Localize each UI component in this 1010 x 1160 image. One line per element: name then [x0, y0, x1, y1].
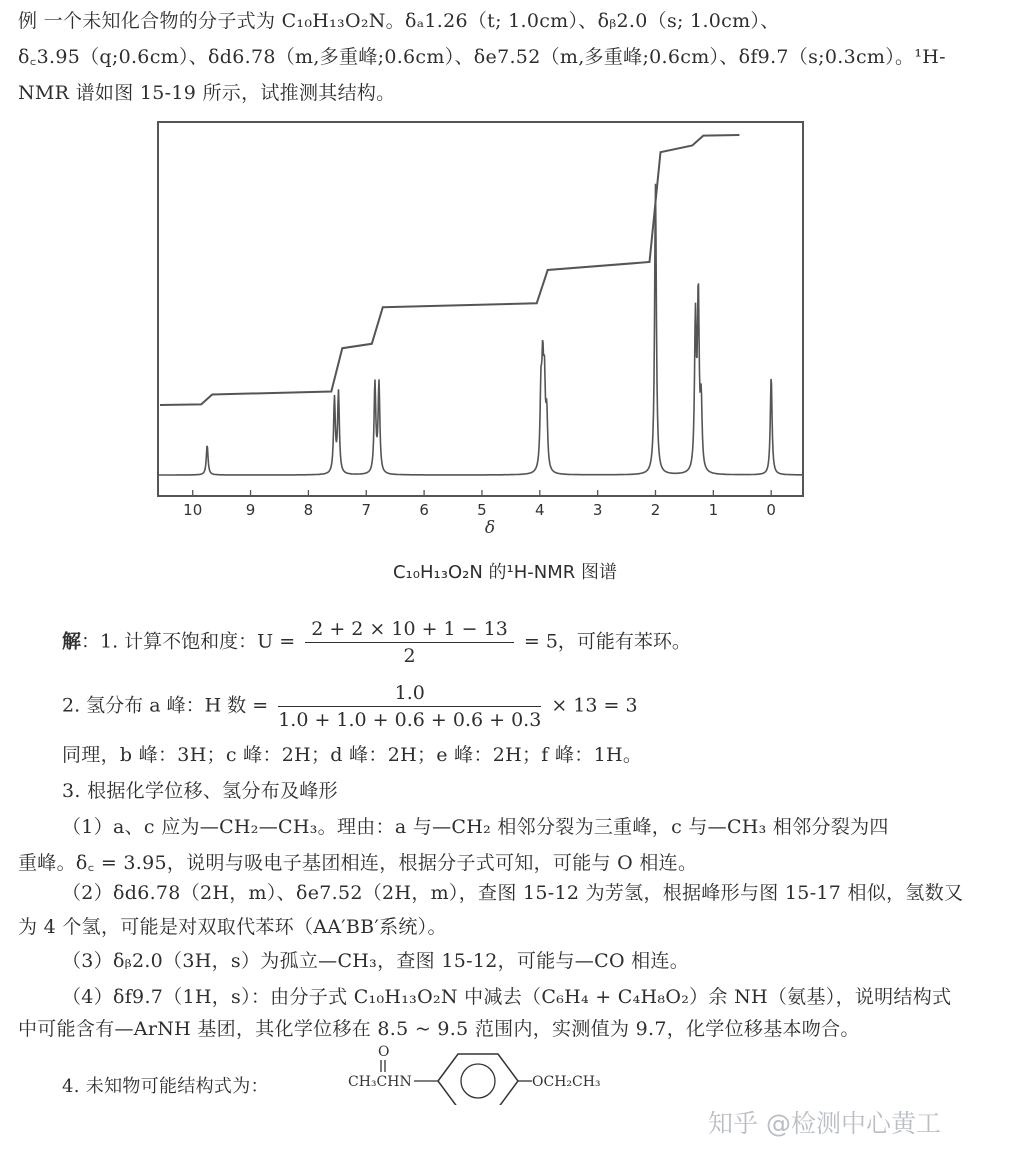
step-1	[62, 618, 691, 667]
x-tick-label-10: 10	[183, 501, 203, 519]
problem-line-3: NMR 谱如图 15-19 所示，试推测其结构。	[18, 82, 396, 104]
step-3-2-line-a: （2）δd6.78（2H，m）、δe7.52（2H，m），查图 15-12 为芳氢，根据峰形与图 15-17 相似，氢数又	[62, 882, 964, 904]
step-4: 4. 未知物可能结构式为：	[62, 1076, 269, 1097]
x-tick-label-9: 9	[245, 501, 256, 519]
hydrogen-fraction	[278, 682, 541, 731]
step-3-4-line-a: （4）δf9.7（1H，s）：由分子式 C₁₀H₁₃O₂N 中减去（C₆H₄ + C₄H₈O₂）余 NH（氨基），说明结构式	[62, 986, 952, 1008]
step-2-result: × 13 = 3	[551, 694, 638, 717]
x-axis-label: δ	[484, 518, 496, 538]
watermark: 知乎 @检测中心黄工	[708, 1109, 941, 1138]
structure-formula	[348, 1040, 628, 1105]
step-3-3: （3）δᵦ2.0（3H，s）为孤立—CH₃，查图 15-12，可能与—CO 相连。	[62, 950, 690, 972]
step-3-heading: 3. 根据化学位移、氢分布及峰形	[62, 780, 338, 802]
x-tick-label-4: 4	[535, 501, 545, 519]
plot-frame	[158, 122, 803, 496]
x-tick-label-1: 1	[708, 501, 719, 519]
x-tick-label-6: 6	[419, 501, 429, 519]
x-tick-label-3: 3	[592, 501, 603, 519]
problem-line-1: 例 一个未知化合物的分子式为 C₁₀H₁₃O₂N。δₐ1.26（t; 1.0cm）、δᵦ2.0（s; 1.0cm）、	[18, 10, 780, 32]
acetamide-group: CH₃CHN	[348, 1074, 412, 1090]
unsaturation-fraction	[305, 618, 514, 667]
integration-curve	[160, 135, 739, 405]
aromatic-circle	[461, 1064, 495, 1098]
x-tick-label-0: 0	[766, 501, 776, 519]
fraction-denominator: 1.0 + 1.0 + 0.6 + 0.6 + 0.3	[278, 709, 542, 731]
figure-caption: C₁₀H₁₃O₂N 的¹H-NMR 图谱	[392, 562, 617, 583]
fraction-numerator: 2 + 2 × 10 + 1 − 13	[305, 618, 514, 643]
x-tick-label-7: 7	[361, 501, 372, 519]
step-3-4-line-b: 中可能含有—ArNH 基团，其化学位移在 8.5 ~ 9.5 范围内，实测值为 9.7，化学位移基本吻合。	[18, 1018, 860, 1040]
step-3-1-line-a: （1）a、c 应为—CH₂—CH₃。理由：a 与—CH₂ 相邻分裂为三重峰，c 与—CH₃ 相邻分裂为四	[62, 816, 889, 838]
spectrum-trace	[159, 184, 802, 475]
x-tick-label-5: 5	[477, 501, 487, 519]
step-1-result: = 5，可能有苯环。	[523, 630, 691, 653]
x-tick-label-8: 8	[303, 501, 314, 519]
step-2	[62, 682, 638, 731]
x-tick-label-2: 2	[650, 501, 661, 519]
fraction-denominator: 2	[403, 645, 416, 667]
step-3-2-line-b: 为 4 个氢，可能是对双取代苯环（AA′BB′系统）。	[18, 916, 447, 938]
benzene-ring-icon	[438, 1054, 518, 1105]
nmr-spectrum-chart	[150, 115, 820, 540]
carbonyl-oxygen: O	[378, 1044, 390, 1060]
fraction-numerator: 1.0	[278, 682, 541, 707]
step-1-text: ：1. 计算不饱和度：U =	[81, 630, 296, 653]
step-2-others: 同理，b 峰：3H；c 峰：2H；d 峰：2H；e 峰：2H；f 峰：1H。	[62, 744, 643, 766]
step-3-1-line-b: 重峰。δ꜀ = 3.95，说明与吸电子基团相连，根据分子式可知，可能与 O 相连。	[18, 852, 698, 874]
problem-line-2: δ꜀3.95（q;0.6cm）、δd6.78（m,多重峰;0.6cm）、δe7.52（m,多重峰;0.6cm）、δf9.7（s;0.3cm）。¹H-	[18, 46, 946, 68]
ethoxy-group: OCH₂CH₃	[532, 1074, 601, 1090]
solution-label: 解	[62, 630, 82, 653]
step-2-text: 2. 氢分布 a 峰：H 数 =	[62, 694, 269, 717]
